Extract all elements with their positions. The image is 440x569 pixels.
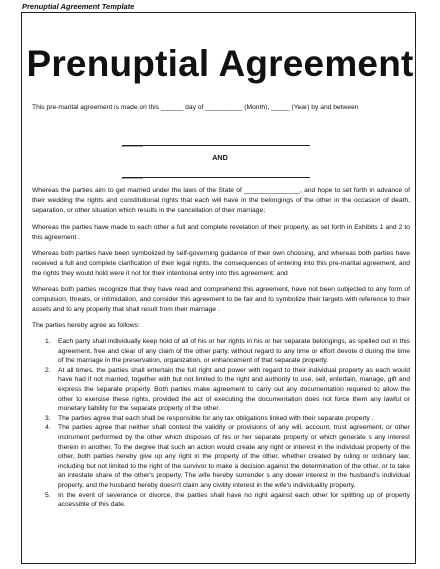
party-two-line: [122, 177, 310, 178]
clause-item: [32, 337, 410, 366]
intro-paragraph: This pre-marital agreement is made on this ______ day of __________ (Month), _____ (Year) by and between: [32, 104, 359, 111]
clause-item: [32, 423, 410, 490]
clause-text: The parties agree that neither shall contest the validity or provisions of any will, account, trust agreement, or other instrument performed by the other which disposes of his or her separate property or which generate s any interest therein in another. To the degree that such an action would create any right or interest in the individual property of the other, both parties hereby give up any right in the property of the other, whether created by ruling or ordinary law, including but not limited to the right of the survivor to make a decision against the determination of the other, or to take an intestate share of the other's property. The wife hereby surrender s any dower interest in the husband's individual property, and the husband hereby doesn't claim any civility interest in the wife's individuality property.: [58, 424, 410, 489]
template-header-label: Prenuptial Agreement Template: [22, 2, 135, 11]
whereas-paragraph-1: Whereas the parties aim to get married under the laws of the State of _______________, and hope to set forth in advance of their wedding the rights and constitutional rights that each will have in the belongings of the other in the occasion of death, separation, or other situation which results in the cancellation of their marriage;: [32, 187, 410, 214]
whereas-paragraph-2: Whereas the parties have made to each other a full and complete revelation of their property, as set forth in Exhibits 1 and 2 to this agreement .: [32, 224, 410, 241]
clause-text: In the event of severance or divorce, the parties shall have no right against each other for splitting up of property accessible of this date.: [58, 491, 410, 509]
and-label: AND: [212, 153, 228, 162]
whereas-paragraph-3: Whereas both parties have been symbolized by self-governing guidance of their own choosing, and whereas both parties have received a full and complete clarification of their legal rights, the consequences of entering into this pre-marital agreement, and the rights they would hold were it not for their intentional entry into this agreement; and: [32, 250, 410, 277]
party-two-blank: _____: [122, 172, 144, 179]
clause-item: [32, 414, 410, 424]
clause-list: [32, 337, 410, 510]
clause-text: At all times, the parties shall entertain the full right and power with regard to their individual property as each would have had if not married, together with but not limited to the right and authority to use, sell, entertain, manage, gift and express the separate property. Both parties make agreement to carry out any documentation required to allow the other to exercise these rights, provided the act of executing the documentation does not force them any lawful or monetary liability for the separate property of the other.: [58, 366, 410, 413]
clause-text: The parties agree that each shall be responsible for any tax obligations linked with their separate property .: [58, 414, 374, 422]
whereas-paragraph-4: Whereas both parties recognize that they have read and comprehend this agreement, have not been subjected to any form of compulsion, threats, or intimidation, and consider this agreement to be fair and to symbolize their targets with reference to their assets and to any property that shall result from their marriage .: [32, 286, 410, 313]
clause-number: 5.: [45, 491, 51, 499]
clause-text: Each party shall individually keep hold of all of his or her rights in his or her separate belongings, as spelled out in this agreement, free and clear of any claim of the other party, without regard to any time or effort devote d during the time of the marriage in the preservation, organization, or enhancement of that separate property.: [58, 338, 410, 365]
party-one-line: [122, 145, 310, 146]
page-title: Prenuptial Agreement: [26, 43, 414, 84]
agree-intro: The parties hereby agree as follows:: [32, 322, 140, 329]
clause-number: 2.: [45, 366, 51, 374]
clause-number: 3.: [45, 414, 51, 422]
party-one-blank: _____: [122, 140, 144, 147]
clause-item: [32, 491, 410, 510]
clause-number: 4.: [45, 424, 51, 432]
clause-number: 1.: [45, 338, 51, 345]
clause-item: [32, 366, 410, 414]
